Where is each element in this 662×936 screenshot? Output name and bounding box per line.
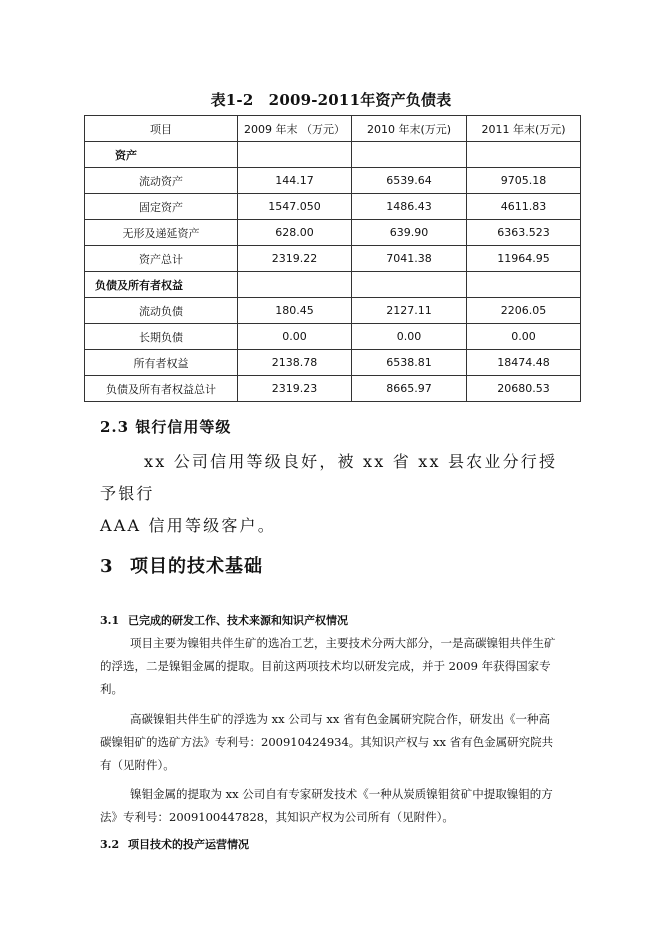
- section-title: 项目技术的投产运营情况: [128, 838, 249, 851]
- value-cell: 0.00: [467, 324, 581, 350]
- table-caption: 表1-2 2009-2011年资产负债表: [210, 91, 452, 109]
- row-label-cell: 固定资产: [85, 194, 238, 220]
- value-cell: 2319.23: [238, 376, 352, 402]
- table-row: [85, 246, 581, 272]
- value-cell: 6539.64: [352, 168, 467, 194]
- balance-sheet-body: [85, 116, 581, 402]
- value-cell: [352, 272, 467, 298]
- table-header-row: [85, 116, 581, 142]
- table-row: [85, 376, 581, 402]
- row-label-cell: 负债及所有者权益总计: [85, 376, 238, 402]
- balance-sheet-table: [84, 115, 581, 402]
- row-label-cell: 长期负债: [85, 324, 238, 350]
- value-cell: 639.90: [352, 220, 467, 246]
- paragraph-extraction-patent: 镍钼金属的提取为 xx 公司自有专家研发技术《一种从炭质镍钼贫矿中提取镍钼的方法》专利号：2009100447828，其知识产权为公司所有（见附件）。: [100, 787, 553, 824]
- header-cell-2009: 2009 年末 （万元）: [238, 116, 352, 142]
- bank-credit-paragraph: [100, 446, 570, 542]
- value-cell: 6538.81: [352, 350, 467, 376]
- section-3-1-heading: [100, 612, 348, 628]
- section-2-3-heading: 2.3 银行信用等级: [100, 418, 232, 436]
- value-cell: 18474.48: [467, 350, 581, 376]
- value-cell: 2206.05: [467, 298, 581, 324]
- table-row: [85, 298, 581, 324]
- row-label-cell: 负债及所有者权益: [85, 272, 238, 298]
- value-cell: 7041.38: [352, 246, 467, 272]
- value-cell: 11964.95: [467, 246, 581, 272]
- value-cell: 9705.18: [467, 168, 581, 194]
- value-cell: 2127.11: [352, 298, 467, 324]
- value-cell: 180.45: [238, 298, 352, 324]
- section-number: 3.2: [100, 838, 120, 851]
- value-cell: 0.00: [238, 324, 352, 350]
- section-number: 3.1: [100, 614, 120, 627]
- value-cell: 20680.53: [467, 376, 581, 402]
- header-cell-2010: 2010 年末(万元): [352, 116, 467, 142]
- table-row: [85, 220, 581, 246]
- row-label-cell: 所有者权益: [85, 350, 238, 376]
- row-label-cell: 流动负债: [85, 298, 238, 324]
- table-row: [85, 324, 581, 350]
- value-cell: [238, 272, 352, 298]
- row-label-cell: 资产: [85, 142, 238, 168]
- row-label-cell: 资产总计: [85, 246, 238, 272]
- paragraph-tech-overview: 项目主要为镍钼共伴生矿的选冶工艺，主要技术分两大部分，一是高碳镍钼共伴生矿的浮选，二是镍钼金属的提取。目前这两项技术均以研发完成，并于 2009 年获得国家专利。: [100, 636, 556, 696]
- value-cell: 1547.050: [238, 194, 352, 220]
- value-cell: 2138.78: [238, 350, 352, 376]
- value-cell: 1486.43: [352, 194, 467, 220]
- header-cell-2011: 2011 年末(万元): [467, 116, 581, 142]
- value-cell: [467, 142, 581, 168]
- value-cell: 6363.523: [467, 220, 581, 246]
- table-row: [85, 350, 581, 376]
- value-cell: 144.17: [238, 168, 352, 194]
- value-cell: [352, 142, 467, 168]
- table-section-row: [85, 142, 581, 168]
- value-cell: 628.00: [238, 220, 352, 246]
- table-section-row: [85, 272, 581, 298]
- value-cell: [467, 272, 581, 298]
- row-label-cell: 流动资产: [85, 168, 238, 194]
- value-cell: [238, 142, 352, 168]
- value-cell: 2319.22: [238, 246, 352, 272]
- value-cell: 8665.97: [352, 376, 467, 402]
- table-row: [85, 194, 581, 220]
- value-cell: 0.00: [352, 324, 467, 350]
- table-row: [85, 168, 581, 194]
- header-cell-item: 项目: [85, 116, 238, 142]
- row-label-cell: 无形及递延资产: [85, 220, 238, 246]
- section-title: 已完成的研发工作、技术来源和知识产权情况: [128, 614, 348, 627]
- section-3-2-heading: [100, 836, 249, 852]
- bank-credit-line-2: AAA 信用等级客户。: [100, 516, 276, 535]
- chapter-number: 3: [100, 556, 114, 577]
- chapter-3-heading: [100, 552, 263, 578]
- chapter-title: 项目的技术基础: [130, 556, 263, 577]
- value-cell: 4611.83: [467, 194, 581, 220]
- bank-credit-line-1: xx 公司信用等级良好，被 xx 省 xx 县农业分行授予银行: [100, 452, 558, 503]
- paragraph-flotation-patent: 高碳镍钼共伴生矿的浮选为 xx 公司与 xx 省有色金属研究院合作，研发出《一种高碳镍钼矿的选矿方法》专利号：200910424934。其知识产权与 xx 省有色金属研究院共有（见附件）。: [100, 712, 554, 772]
